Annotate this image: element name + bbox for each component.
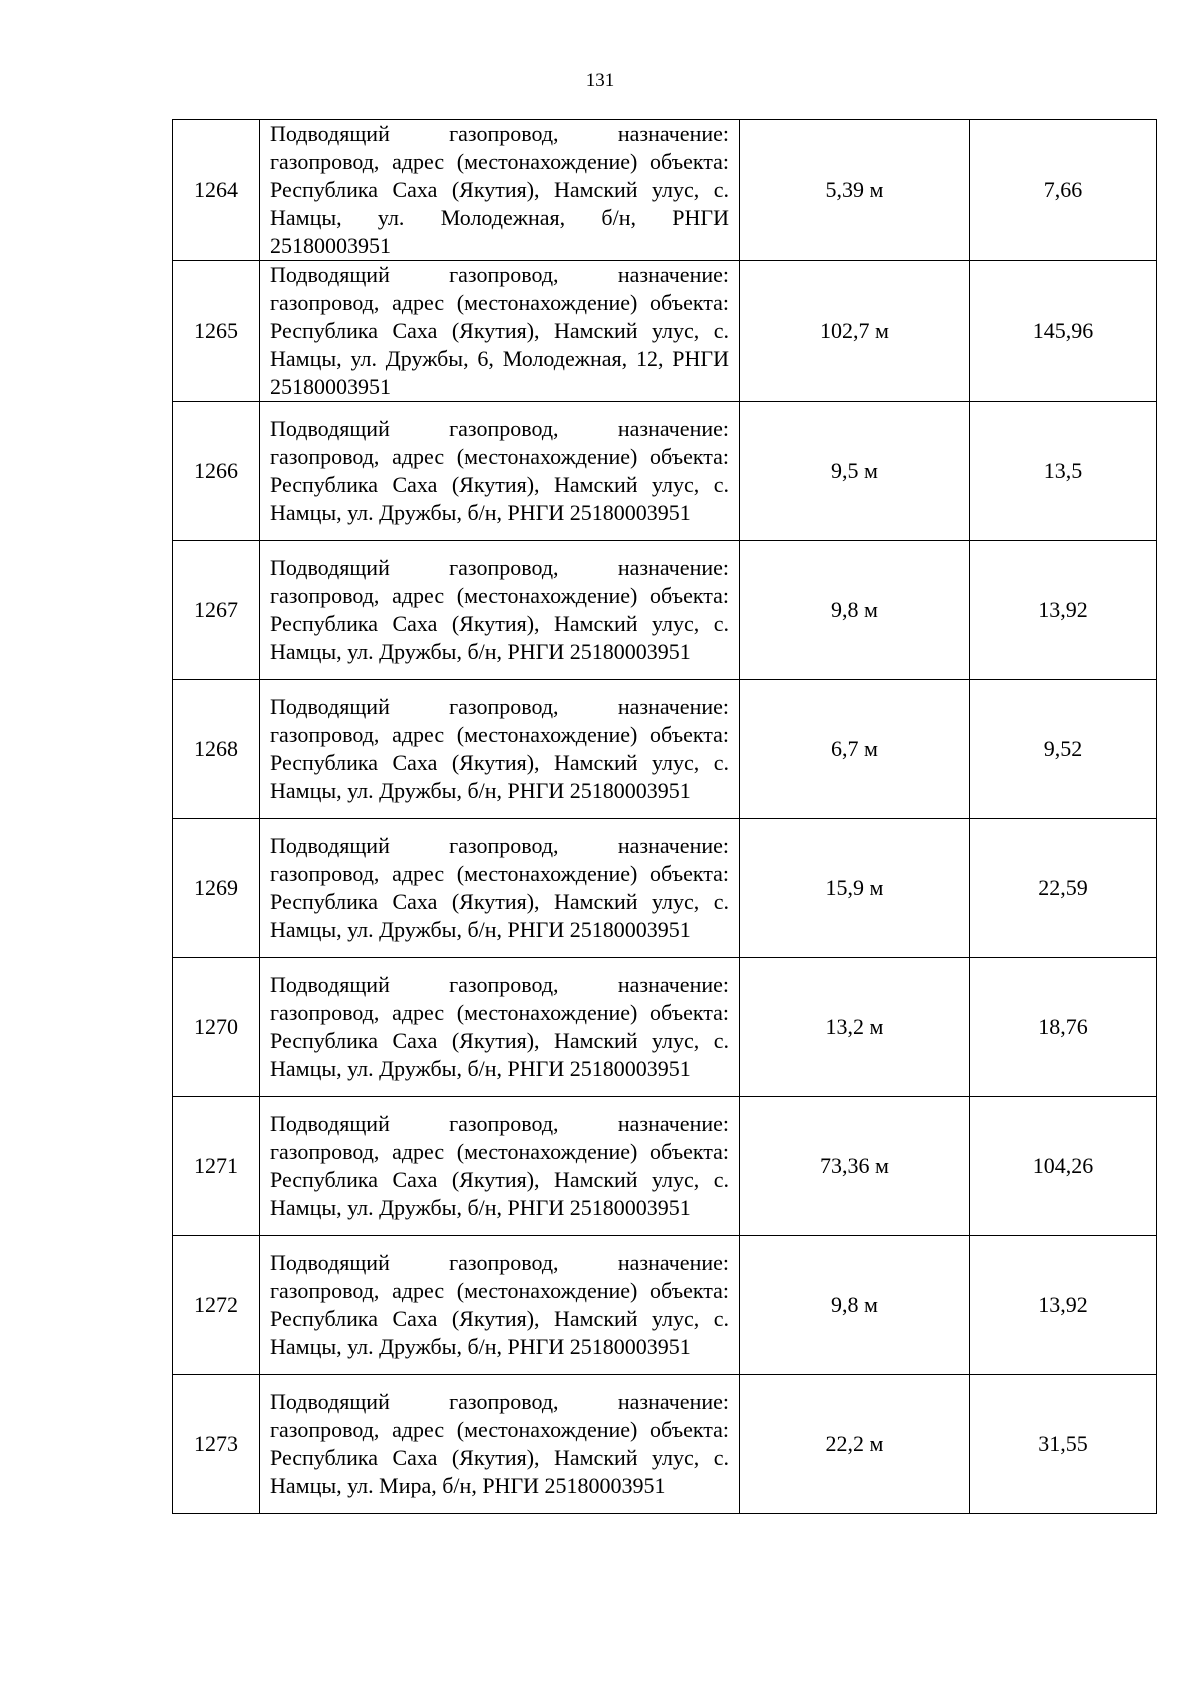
value-cell: 13,92 (970, 1236, 1157, 1375)
property-registry-table (172, 119, 1157, 1514)
row-number-cell: 1270 (173, 958, 260, 1097)
description-cell: Подводящий газопровод, назначение: газопровод, адрес (местонахождение) объекта: Республика Саха (Якутия), Намский улус, с. Намцы, ул. Дружбы, б/н, РНГИ 25180003951 (260, 402, 740, 541)
value-cell: 13,92 (970, 541, 1157, 680)
length-cell: 9,8 м (740, 541, 970, 680)
length-cell: 9,8 м (740, 1236, 970, 1375)
row-number-cell: 1269 (173, 819, 260, 958)
value-cell: 104,26 (970, 1097, 1157, 1236)
table-row (173, 1375, 1157, 1514)
table-row (173, 819, 1157, 958)
length-cell: 13,2 м (740, 958, 970, 1097)
length-cell: 15,9 м (740, 819, 970, 958)
row-number-cell: 1266 (173, 402, 260, 541)
value-cell: 31,55 (970, 1375, 1157, 1514)
description-cell: Подводящий газопровод, назначение: газопровод, адрес (местонахождение) объекта: Республика Саха (Якутия), Намский улус, с. Намцы, ул. Дружбы, б/н, РНГИ 25180003951 (260, 819, 740, 958)
table-row (173, 1236, 1157, 1375)
description-cell: Подводящий газопровод, назначение: газопровод, адрес (местонахождение) объекта: Республика Саха (Якутия), Намский улус, с. Намцы, ул. Мира, б/н, РНГИ 25180003951 (260, 1375, 740, 1514)
table-row (173, 120, 1157, 261)
length-cell: 9,5 м (740, 402, 970, 541)
description-cell: Подводящий газопровод, назначение: газопровод, адрес (местонахождение) объекта: Республика Саха (Якутия), Намский улус, с. Намцы, ул. Дружбы, 6, Молодежная, 12, РНГИ 25180003951 (260, 261, 740, 402)
value-cell: 13,5 (970, 402, 1157, 541)
row-number-cell: 1271 (173, 1097, 260, 1236)
value-cell: 145,96 (970, 261, 1157, 402)
length-cell: 102,7 м (740, 261, 970, 402)
value-cell: 7,66 (970, 120, 1157, 261)
table-row (173, 680, 1157, 819)
description-cell: Подводящий газопровод, назначение: газопровод, адрес (местонахождение) объекта: Республика Саха (Якутия), Намский улус, с. Намцы, ул. Молодежная, б/н, РНГИ 25180003951 (260, 120, 740, 261)
table-body (173, 120, 1157, 1514)
description-cell: Подводящий газопровод, назначение: газопровод, адрес (местонахождение) объекта: Республика Саха (Якутия), Намский улус, с. Намцы, ул. Дружбы, б/н, РНГИ 25180003951 (260, 958, 740, 1097)
row-number-cell: 1267 (173, 541, 260, 680)
description-cell: Подводящий газопровод, назначение: газопровод, адрес (местонахождение) объекта: Республика Саха (Якутия), Намский улус, с. Намцы, ул. Дружбы, б/н, РНГИ 25180003951 (260, 1236, 740, 1375)
row-number-cell: 1272 (173, 1236, 260, 1375)
row-number-cell: 1273 (173, 1375, 260, 1514)
table-row (173, 402, 1157, 541)
table-row (173, 1097, 1157, 1236)
length-cell: 5,39 м (740, 120, 970, 261)
description-cell: Подводящий газопровод, назначение: газопровод, адрес (местонахождение) объекта: Республика Саха (Якутия), Намский улус, с. Намцы, ул. Дружбы, б/н, РНГИ 25180003951 (260, 1097, 740, 1236)
length-cell: 6,7 м (740, 680, 970, 819)
table-row (173, 958, 1157, 1097)
row-number-cell: 1268 (173, 680, 260, 819)
value-cell: 9,52 (970, 680, 1157, 819)
row-number-cell: 1265 (173, 261, 260, 402)
page-number: 131 (585, 70, 615, 91)
length-cell: 22,2 м (740, 1375, 970, 1514)
value-cell: 18,76 (970, 958, 1157, 1097)
value-cell: 22,59 (970, 819, 1157, 958)
row-number-cell: 1264 (173, 120, 260, 261)
description-cell: Подводящий газопровод, назначение: газопровод, адрес (местонахождение) объекта: Республика Саха (Якутия), Намский улус, с. Намцы, ул. Дружбы, б/н, РНГИ 25180003951 (260, 541, 740, 680)
table-row (173, 261, 1157, 402)
description-cell: Подводящий газопровод, назначение: газопровод, адрес (местонахождение) объекта: Республика Саха (Якутия), Намский улус, с. Намцы, ул. Дружбы, б/н, РНГИ 25180003951 (260, 680, 740, 819)
table-row (173, 541, 1157, 680)
length-cell: 73,36 м (740, 1097, 970, 1236)
